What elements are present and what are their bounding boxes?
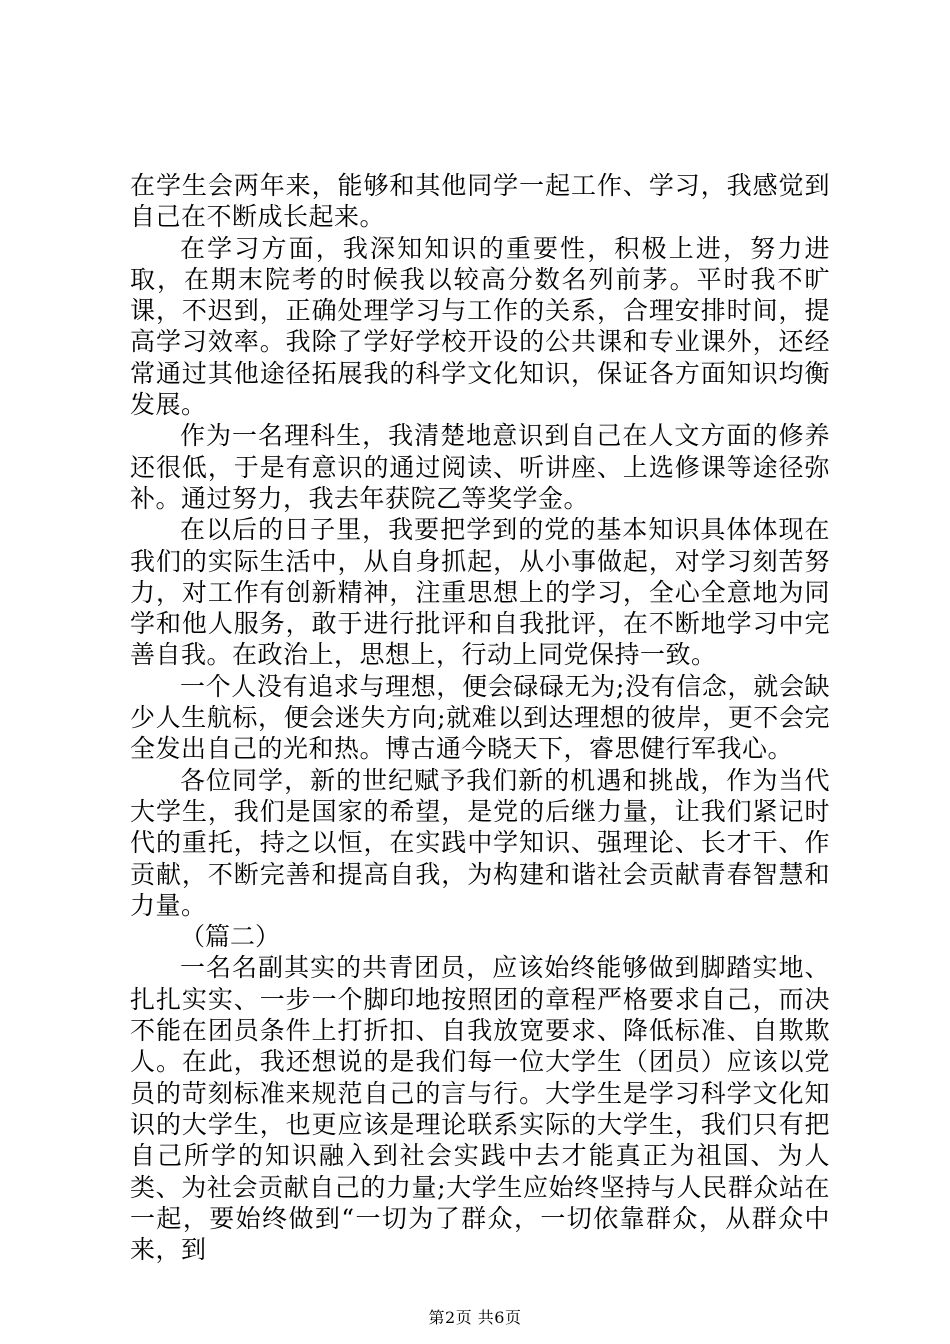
document-body [130, 170, 830, 1265]
section-heading: （篇二） [180, 922, 281, 952]
paragraph-continuation: 在学生会两年来，能够和其他同学一起工作、学习，我感觉到自己在不断成长起来。 [130, 171, 830, 232]
page-footer: 第2页 共6页 [428, 1308, 522, 1327]
paragraph-future: 在以后的日子里，我要把学到的党的基本知识具体体现在我们的实际生活中，从自身抓起，从小事做起，对学习刻苦努力，对工作有创新精神，注重思想上的学习，全心全意地为同学和他人服务，敢于进行批评和自我批评，在不断地学习中完善自我。在政治上，思想上，行动上同党保持一致。 [130, 515, 830, 670]
paragraph-humanities: 作为一名理科生，我清楚地意识到自己在人文方面的修养还很低，于是有意识的通过阅读、听讲座、上选修课等途径弥补。通过努力，我去年获院乙等奖学金。 [130, 421, 830, 513]
paragraph-classmates: 各位同学，新的世纪赋予我们新的机遇和挑战，作为当代大学生，我们是国家的希望，是党的后继力量，让我们紧记时代的重托，持之以恒，在实践中学知识、强理论、长才干、作贡献，不断完善和提高自我，为构建和谐社会贡献青春智慧和力量。 [130, 765, 830, 920]
paragraph-study: 在学习方面，我深知知识的重要性，积极上进，努力进取，在期末院考的时候我以较高分数名列前茅。平时我不旷课，不迟到，正确处理学习与工作的关系，合理安排时间，提高学习效率。我除了学好学校开设的公共课和专业课外，还经常通过其他途径拓展我的科学文化知识，保证各方面知识均衡发展。 [130, 233, 830, 420]
paragraph-ideals: 一个人没有追求与理想，便会碌碌无为;没有信念，就会缺少人生航标，便会迷失方向;就难以到达理想的彼岸，更不会完全发出自己的光和热。博古通今晓天下，睿思健行军我心。 [130, 671, 830, 764]
paragraph-league-member: 一名名副其实的共青团员，应该始终能够做到脚踏实地、扎扎实实、一步一个脚印地按照团的章程严格要求自己，而决不能在团员条件上打折扣、自我放宽要求、降低标准、自欺欺人。在此，我还想说的是我们每一位大学生（团员）应该以党员的苛刻标准来规范自己的言与行。大学生是学习科学文化知识的大学生，也更应该是理论联系实际的大学生，我们只有把自己所学的知识融入到社会实践中去才能真正为祖国、为人类、为社会贡献自己的力量;大学生应始终坚持与人民群众站在一起，要始终做到“一切为了群众，一切依靠群众，从群众中来，到 [130, 953, 830, 1265]
